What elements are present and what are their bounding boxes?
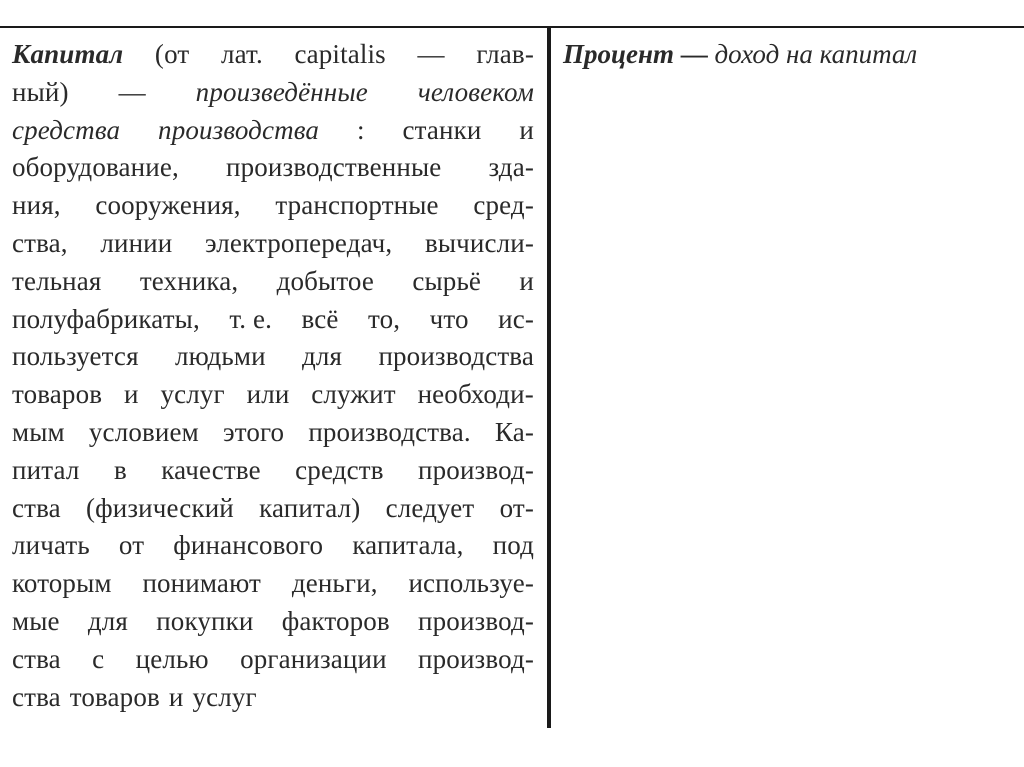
- word: т. е.: [229, 303, 273, 334]
- word: и: [168, 681, 184, 712]
- word: служит: [311, 379, 396, 410]
- word: от: [118, 530, 145, 561]
- term-interest: Процент: [563, 39, 674, 69]
- text-line: [12, 263, 534, 301]
- word: лат.: [220, 39, 263, 69]
- word: питал: [12, 454, 80, 485]
- word: производ-: [418, 605, 534, 636]
- text-line: [12, 149, 534, 187]
- word: средства: [12, 114, 121, 145]
- text-line: [12, 565, 534, 603]
- word: людьми: [174, 341, 266, 372]
- word: человеком: [417, 76, 534, 107]
- definition-dash: —: [680, 39, 708, 69]
- word: полуфабрикаты,: [12, 303, 200, 334]
- word: капитала,: [352, 530, 464, 561]
- word: что: [429, 303, 469, 334]
- word: пользуется: [12, 341, 139, 372]
- word: :: [356, 114, 365, 145]
- word: линии: [100, 227, 173, 258]
- word: транспортные: [275, 190, 439, 221]
- word: качестве: [161, 454, 261, 485]
- word: ства: [12, 643, 61, 674]
- text-line: [12, 36, 534, 74]
- text-line: [12, 112, 534, 150]
- word: факторов: [281, 605, 390, 636]
- word: используе-: [408, 568, 534, 599]
- word: и: [519, 265, 534, 296]
- word: покупки: [156, 605, 254, 636]
- word: вычисли-: [424, 227, 534, 258]
- text-line: [12, 641, 534, 679]
- text-line: [12, 225, 534, 263]
- word: и: [123, 379, 139, 410]
- word: произведённые: [195, 76, 368, 107]
- word: от-: [499, 492, 534, 523]
- word: электропередач,: [205, 227, 393, 258]
- text-line: [12, 490, 534, 528]
- word: капитал): [259, 492, 361, 523]
- word: мым: [12, 416, 65, 447]
- word: организации: [240, 643, 387, 674]
- word: производ-: [418, 643, 534, 674]
- word: для: [302, 341, 343, 372]
- word: финансового: [173, 530, 324, 561]
- text-line: [12, 301, 534, 339]
- word: этого: [222, 416, 285, 447]
- text-line: [12, 452, 534, 490]
- word: условием: [88, 416, 199, 447]
- word: производства.: [308, 416, 471, 447]
- word: техника,: [139, 265, 239, 296]
- word: деньги,: [291, 568, 378, 599]
- word: глав-: [476, 39, 534, 69]
- word: товаров: [12, 379, 103, 410]
- word: ис-: [498, 303, 534, 334]
- word: средств: [295, 454, 384, 485]
- word: всё: [301, 303, 339, 334]
- word: товаров: [69, 681, 160, 712]
- word: сырьё: [412, 265, 482, 296]
- word: производ-: [418, 454, 534, 485]
- word: сооружения,: [95, 190, 241, 221]
- text-line: [12, 74, 534, 112]
- word: capitalis: [294, 39, 386, 69]
- interest-definition-line: [563, 36, 1013, 74]
- word: понимают: [142, 568, 261, 599]
- word: необходи-: [417, 379, 534, 410]
- word: —: [417, 39, 445, 69]
- word: ства: [12, 681, 61, 712]
- word: ства: [12, 492, 61, 523]
- word: под: [492, 530, 534, 561]
- word: тельная: [12, 265, 102, 296]
- word: Капитал: [12, 39, 124, 69]
- word: сред-: [473, 190, 534, 221]
- text-line: [12, 679, 534, 717]
- word: Ка-: [494, 416, 534, 447]
- text-line: [12, 603, 534, 641]
- word: —: [118, 76, 146, 107]
- word: для: [87, 605, 128, 636]
- top-rule: [0, 26, 1024, 28]
- word: зда-: [488, 152, 534, 183]
- word: и: [519, 114, 534, 145]
- word: производства: [378, 341, 534, 372]
- word: оборудование,: [12, 152, 179, 183]
- word: (от: [154, 39, 190, 69]
- text-line: [12, 527, 534, 565]
- word: ства,: [12, 227, 68, 258]
- word: производства: [158, 114, 320, 145]
- word: с: [92, 643, 105, 674]
- text-line: [12, 376, 534, 414]
- text-line: [12, 338, 534, 376]
- interest-definition: [563, 36, 1013, 74]
- definition-text: доход на капитал: [714, 39, 918, 69]
- word: (физический: [85, 492, 234, 523]
- word: мые: [12, 605, 60, 636]
- word: услуг: [192, 681, 257, 712]
- word: целью: [135, 643, 209, 674]
- word: следует: [385, 492, 475, 523]
- word: добытое: [276, 265, 375, 296]
- word: ния,: [12, 190, 61, 221]
- capital-definition: [12, 36, 534, 716]
- word: которым: [12, 568, 112, 599]
- word: то,: [368, 303, 401, 334]
- word: или: [246, 379, 290, 410]
- text-line: [12, 414, 534, 452]
- word: производственные: [226, 152, 442, 183]
- word: ный): [12, 76, 69, 107]
- word: станки: [402, 114, 482, 145]
- word: услуг: [160, 379, 225, 410]
- text-line: [12, 187, 534, 225]
- column-divider: [547, 28, 551, 728]
- word: личать: [12, 530, 90, 561]
- word: в: [113, 454, 127, 485]
